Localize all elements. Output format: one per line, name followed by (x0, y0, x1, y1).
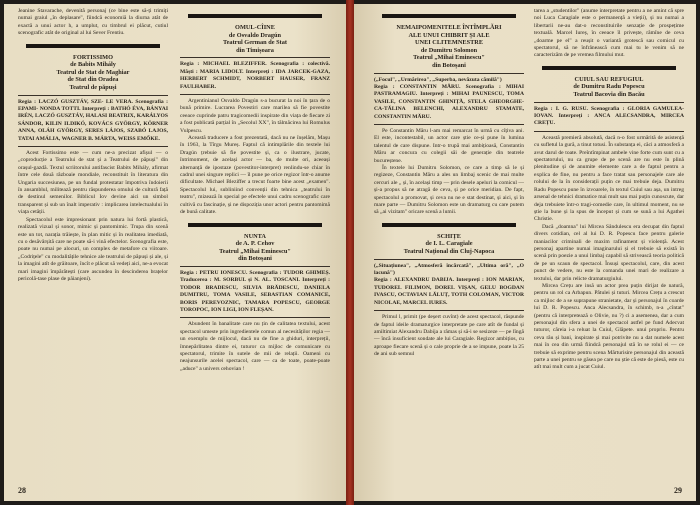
rule (180, 266, 330, 267)
section-heading: FORTISSIMO de Babits Mihály Teatrul de Stat de Maghiar de Stat din Oradea Teatrul de păpuși (56, 53, 130, 91)
rule (18, 146, 168, 147)
rule (374, 73, 524, 74)
right-page (354, 4, 696, 501)
play-segments: („Focul", „Urmărirea", „Superba, nevăzuta cămilă") (374, 76, 502, 83)
rule (180, 94, 330, 95)
right-column-1 (374, 8, 524, 359)
credits: Regia : LACZÓ GUSZTÁV, SZE- LE VERA. Scenografia : EPAMI- NONDA TOTTI. Interpreți : BATHÓ ÉVA, BÁNYAI IRÉN, LACZÓ GUSZTÁV, HALASI BEATRIX, KARÁLYOS SÁNDOR, KILIN ILDIKÓ, KOVÁCS GYÖRGY, KÖRNER ANNA, OLÁH GYÖRGY, SERES LÁJOS, SZABÓ LAJOS, TATAI AMÁLIA, WAGNER B. MÁRTA, WEISS EMŐKE. (18, 98, 168, 142)
paragraph: Dacă „doamna" lui Mircea Sândulescu era decupat din faptul divers cotidian, cel al lui D. R. Popescu face pentru galerie maniacilor criminali de maxim rafinament și violență. Acest personaj apartine numai imaginarului și el trebuie să există în scenă prin poezie a unui limbaj capabil să strivească teoria politică de pe un scaun de spectacol. Însuși spectacolul, care, din acest punct de vedere, nu este la comanda unei mari de realizare a textului, dar prin relicte dramaturgiului. (534, 223, 684, 282)
section-divider-bar (188, 14, 322, 18)
paragraph: În textele lui Dumitru Solomon, ce care a timp să le și regizeze, Constantin Măru a ales un limbaj scenic de mai multe cercuri ale „ și, în același timp — prin desele apeluri la comicul — și-a propus să ne atragă de ceva, și pe orice meridian. De fapt, spectacolul a promovat, și ceva nu ne e stat destinat, și aici, și în mare parte — Dumitru Solomon este un dramaturg cu care putem să „ai vizitam" oricare scenă a lumii. (374, 165, 524, 216)
paragraph: Acest Fortissimo este — cum ne-a precizat afișul — o „coproducție a Teatrului de stat și a Teatrului de păpuși" din orașul-gazdă. Textul scriitorului antifascist Babits Mihály, afirmat între cele două războaie mondiale, reconstituit în literatura din Ungaria succesiunea, pe un fundal protestatar împotriva îndoierii în ansamblul, militează pentru răspunderea omului de cultură față de destinul semenilor. Biblicul Iov devine aici un simbol transparent și sub un înalt imperativ : implicarea intelectualului în viața cetății. (18, 150, 168, 216)
rule (180, 57, 330, 58)
book-spine (346, 0, 354, 505)
paragraph: Mircea Crețu are insă un actor prea puțin dirijat de natură, pentru un rol ca Arbapun. Pătulei și tuturi. Mircea Crețu a crescut ca mijloc de a se suprapune stranietate, dar și personajul în coarde lui D. R. Popescu. Anca Alecsandra, în schimb, n-a „cîntat" (pentru că interpretează o Olivie, nu ?) ci a asemenea, dar a cum personajul din sfera a unei de spectacol astfel pe fund Adecvat tuturor, căreia i-a reluat la Cuiul, Glăpete. unui propriu. Pentru ceva rău și bani, inspirate și mai potrivite nu a dat numele acest mai în cea din urmă fiindcă personajul stă în se rolul ei — ce trebuie să exprime pentru scena Mărturisire personajul din această parte a unei pentru se găsea pe care nu știe că este de piesă, este cu atît mai mult cum a jucat Cuiul. (534, 282, 684, 371)
paragraph: Spectacolul este impresionant prin natura lui fortă plastică, realizată vizual și sonor, mimic și pantomimic. Trupa din scenă este un tot, narația trăiește, în plan mitic și în realitatea imediată, cu o desăvârșită care ne poate să-i vină efectelor. Scenografia este, poate nu numai pe alocuri, un complex de metafore cu viitoare. „Codrițele" cu modalitățile tehnice ale teatrului de păpuși și ale, și la imagini atît de grăitoare, încît e plăcut să vedeți aici, ne-a evocat mari imagini împărătești (care ascundea în descinderea brațelor pericolă-tase plase de păianjeni). (18, 216, 168, 282)
paragraph: tarea a „studentilor" (anume interpretate pentru a ne amint că spre noi Luca Caragiale este o permanență a vieții), și nu numai a libertarii ne-au dat-o reconstituirile senzație de prospețime textuală. Marcel Iureș, în ceeace îl privește, rămîne de ceva „doarme pe el" a reușit o variantă grotescă sau comicul cu spectatorul, să ne înfrânească cum mai tu le venim să ne caracterizăm de pe vremea filmului mut. (534, 8, 684, 59)
paragraph: Pe Constantin Măru l-am mai remarcat în urmă cu cîțiva ani. El este, incontestabil, un actor care știe ce-și pune în lumina talentul de care dispune. Intr-o trupă mai ambițioasă, Constantin Măru ar concura cu colegii săi de generație din teatrele bucureștene. (374, 128, 524, 164)
section-heading: OMUL-CÎINE de Osvaldo Dragún Teatrul German de Stat din Timișoara (223, 24, 287, 54)
rule (374, 124, 524, 125)
left-page (4, 4, 346, 501)
rule (534, 131, 684, 132)
section-heading: CUIUL SAU REFUGIUL de Dumitru Radu Popescu Teatrul Bacovia din Bacău (573, 75, 645, 99)
section-divider-bar (26, 44, 160, 48)
paragraph: Argentinianul Osvaldo Dragún s-a bucurat la noi în țara de o bună primire. Lucrarea Povestiri care marilea să fie povestite ceeace cuprinde patru tragicomedii inspirate din viața de fiecare zi a fost publicată parțial în „Secolul XX", în tălmăcirea lui Romulus Vulpescu. (180, 98, 330, 134)
paragraph: Jeanine Stavarache, devenită personaj (ce bine este să-ți trimiți numai graiul „în deplasare", fiindcă economiă la diurna atât de exactă a unui actor h, a umplut, cu timbrul ei plăcut, cutiul scenografic atât de original al lui Sever Frentiu. (18, 8, 168, 37)
rule (180, 317, 330, 318)
paragraph: Această premieră absolută, dacă n-o fost urmărită de asistență cu sufletul la gură, a tinut totusi. În substanța ei, căci a atmosferă a avut darul de toate. Preîntîmpinat ambele vine forte cum sunt cu a spectatorului, nu ca grupe de pe scenă are nu este în plină plenitudine și de anumite elemente care a de faptul pentru a explica de fine, nu pentru a face tratat sau personajele care ale rolului de la în considerații puțin ce mai trebuie deja. Dumitru Radu Popescu pune în izvoarele, în textul Cuiul sau așa, un intreg arsenal de tehnici dramatice mai mult sau mai puțin cunoscute, dar deja trebuiete într-o tragi-comedie care, în ultimul moment, nu se știe la bune și la spus de început și cum se sună a lui Agathei Christie. (534, 134, 684, 223)
rule (18, 95, 168, 96)
credits: Regia : ALEXANDRU DABIJA. Interpreți : ION MARIAN, TUDOREL FILIMON, DOREL VIȘAN, GELU BOGDAN IVASCU, OCTAVIAN LĂLUȚ, TOTH COLOMAN, VICTOR NICOLAE, MARCEL IURES. (374, 277, 524, 306)
right-column-2 (534, 8, 684, 372)
rule (534, 102, 684, 103)
rule (374, 259, 524, 260)
section-divider-bar (382, 14, 516, 18)
page-number: 28 (18, 486, 26, 495)
paragraph: Abundent în banalitate care nu țin de calitatea textului, acest spectacol umeste prin ingredientele comun al necesităților regia — un exemplu de mijlocul, dacă nu de fine a ghiduri, interpreții, îmnepărlitatea dintre ei, tuturor ca mijloc de comunicare cu spectatorul, trimite în sutele de mii de relații. Oameni cu neajunsurile acelei spectacol, care — ca de toate, poate-poate „aduce" a univers cehovian ! (180, 321, 330, 372)
left-column-2 (180, 8, 330, 373)
paragraph: Primul l, primit (pe deșert cuvînt) de acest spectacol, răspunde de faptul ideile dramaturgice interpretate pe care atît de fundal și amiltimiat Alexandru Dabija a rămas și să-i se sesizeze — pe lîngă — încă insuficient sondate ale lui Caragiale. Regizor ambițios, cu aproape fiecare scenă și o cale proprie de a se impune, poate la 25 de ani sub semnul (374, 314, 524, 358)
section-divider-bar (542, 66, 676, 70)
play-segments: („Situațiunea", „Atmosferă încărcată", „Ultima oră", „O lacună") (374, 262, 524, 277)
credits: Regia : I. G. RUSU. Scenografia : GLORIA GAMULEA-IOVAN. Interpreți : ANCA ALECSANDRA, MIRCEA CREȚU. (534, 105, 684, 127)
credits: Regia : PETRU IONESCU. Scenografia : TUDOR GHIMEȘ. Traducerea : M. SORBUL și N. AL. TOSCANI. Interpreți : TODOR BRADESCU, SILVIA BRĂDESCU, DANIELA DUMITRU, TOMA VASILE, SEBASTIAN COMANICE, BORIS PEREVOZNIC, TAMARA POPESCU, GEORGE TOROPOC, ION LIGI, ION FLEȘAN. (180, 269, 330, 313)
left-column-1 (18, 8, 168, 283)
section-divider-bar (382, 223, 516, 227)
section-heading: NUNTA de A. P. Cehov Teatrul „Mihai Eminescu" din Botoșani (219, 232, 291, 263)
credits: Regia : MICHAEL BLEZIFFER. Scenografia : colectivă. Măști : MARIA LIDOLT. Interpreți : IDA JARCEK-GAZA, HERBERT SCHMIDT, NORBERT HAUSER, FRANZ FAULHABER. (180, 61, 330, 90)
section-divider-bar (188, 223, 322, 227)
rule (374, 310, 524, 311)
section-heading: NEMAIPOMENITELE ÎNTÎMPLĂRI ALE UNUI CHIBRIT ȘI ALE UNEI CLITEMNESTRE de Dumitru Solomon Teatrul „Mihai Eminescu" din Botoșani (396, 24, 502, 69)
page-number: 29 (674, 486, 682, 495)
paragraph: Această traducere a fost prezentată, dacă nu ne înșelăm, Mașu în 1963, la Tîrgu Mureș. Faptul că intimplările din textele lui Dragún țrebuie să fie povestite și, ca o ilustrare, jucate, întrimoment, de același actor — ba, de multe ori, aceeași alternanță de ipostaze (povestitor-interpret) renlindu-se chiar în cadrul unei singure replici — îl pune pe orice regizor într-o anume dificultate. Michael Bleziffer a trecut foarte bine acest „examen". Spectacolul lui, subliniind convenții din tehnica „teatrului în teatru", mizează în special pe efectele unui cadru scenografic care cultivă cu fascinație, și ne dispoziția unor actori pentru pantomimă de bună calitate. (180, 135, 330, 216)
credits: Regia : CONSTANTIN MĂRU. Scenografia : MIHAI PASTRAMAGIU. Interpreți : MIHAI PAUNESCU, TOMA VASILE, CONSTANTIN GHINIȚĂ, STELA GHEORGHE-CA-TĂLINA BELENCHI, ALEXANDRU STAMATE, CONSTANTIN MĂRU. (374, 83, 524, 120)
section-heading: SCHIȚE de I. L. Caragiale Teatrul Național din Cluj-Napoca (403, 232, 495, 256)
